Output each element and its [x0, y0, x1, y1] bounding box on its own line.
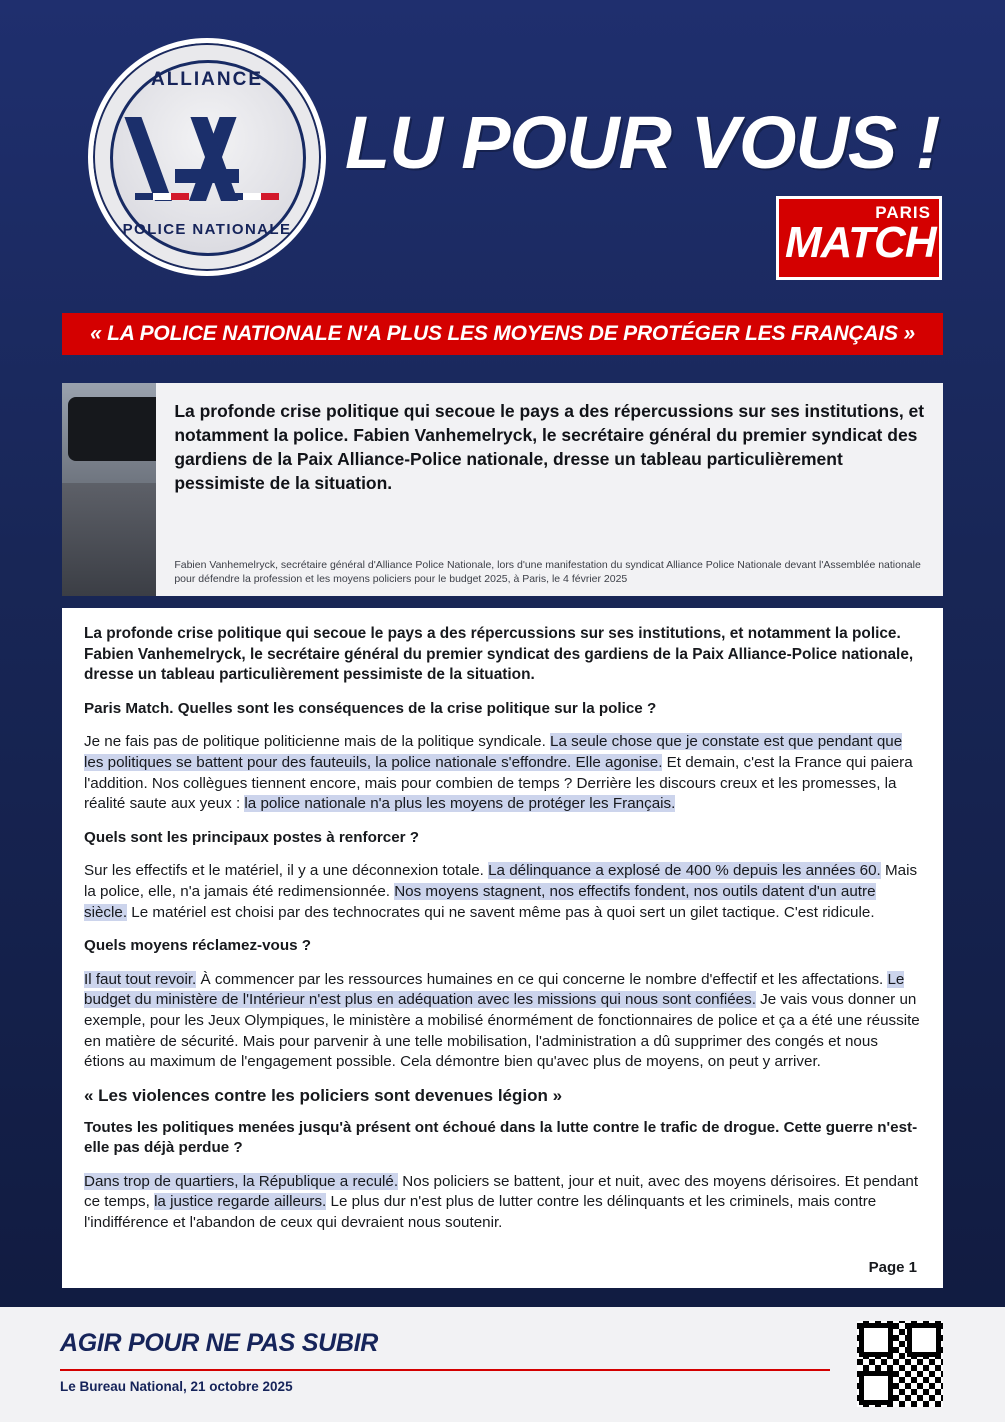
answer-4-part-1: Nos policiers se battent, jour et nuit, avec des moyens dérisoires. Et pendant ce temps, — [84, 1172, 919, 1211]
intro-block — [62, 383, 943, 596]
answer-3-part-1: À commencer par les ressources humaines en ce qui concerne le nombre d'effectif et les affectations. — [196, 970, 888, 988]
answer-4-part-2: Le plus dur n'est plus de lutter contre les délinquants et les criminels, mais contre l'indifférence et l'abandon de ceux qui devraient nous soutenir. — [84, 1193, 877, 1232]
paris-match-logo — [776, 196, 942, 280]
page-title: LU POUR VOUS ! — [345, 101, 940, 184]
camera-icon — [68, 397, 156, 461]
footer-subtitle: Le Bureau National, 21 octobre 2025 — [60, 1379, 293, 1394]
answer-2-part-1: Sur les effectifs et le matériel, il y a une déconnexion totale. — [84, 862, 489, 880]
answer-4-highlight-1: Dans trop de quartiers, la République a reculé. — [84, 1172, 399, 1190]
footer-slogan: AGIR POUR NE PAS SUBIR — [60, 1329, 378, 1357]
answer-4-highlight-2: la justice regarde ailleurs. — [154, 1193, 327, 1211]
article-subheading: « Les violences contre les policiers sont devenues légion » — [84, 1085, 563, 1105]
paris-match-match-text: MATCH — [785, 218, 936, 267]
answer-2-highlight-1: La délinquance a explosé de 400 % depuis les années 60. — [488, 862, 881, 880]
answer-2-highlight-2: Nos moyens stagnent, nos effectifs fondent, nos outils datent d'un autre siècle. — [84, 882, 876, 921]
answer-2-part-3: Le matériel est choisi par des technocrates qui ne savent même pas à quoi sert un gilet tactique. C'est ridicule. — [127, 903, 875, 921]
answer-1-highlight-1: La seule chose que je constate est que pendant que les politiques se battent pour des fauteuils, la police nationale s'effondre. Elle agonise. — [84, 733, 903, 771]
alliance-police-nationale-logo — [88, 38, 326, 276]
french-flag-icons — [135, 193, 279, 202]
page-number: Page 1 — [868, 1259, 917, 1276]
alliance-a-mark-icon — [149, 117, 265, 201]
answer-1-part-1: Je ne fais pas de politique politicienne mais de la politique syndicale. — [84, 733, 551, 751]
answer-2 — [84, 861, 921, 923]
intro-text-column — [156, 383, 943, 596]
flag-left-icon — [135, 193, 189, 200]
headline-band — [62, 313, 943, 355]
footer-divider — [60, 1369, 830, 1371]
answer-2-part-2: Mais la police, elle, n'a jamais été redimensionnée. — [84, 862, 918, 900]
answer-3-part-2: Je vais vous donner un exemple, pour les Jeux Olympiques, le ministère a mobilisé énormément de fonctionnaires de police et ça a été une réussite en matière de sécurité. Mais pour parvenir à une telle mobilisation, l'administration a dû supprimer des congés et nous étions au maximum de l'engagement possible. Cela démontre bien qu'avec plus de moyens, on peut y arriver. — [84, 991, 920, 1071]
answer-3 — [84, 970, 921, 1073]
answer-1-part-2: Et demain, c'est la France qui paiera l'addition. Nos collègues tiennent encore, mais pour combien de temps ? Derrière les discours creux et les promesses, la réalité saute aux yeux : — [84, 753, 913, 813]
question-1: Paris Match. Quelles sont les conséquences de la crise politique sur la police ? — [84, 699, 657, 717]
answer-1 — [84, 732, 921, 814]
question-3: Quels moyens réclamez-vous ? — [84, 937, 312, 955]
footer — [0, 1307, 1005, 1422]
qr-code-icon[interactable] — [857, 1321, 943, 1407]
question-4: Toutes les politiques menées jusqu'à présent ont échoué dans la lutte contre le trafic de drogue. Cette guerre n'est-elle pas déjà perdue ? — [84, 1118, 918, 1157]
paris-match-paris-text: PARIS — [875, 203, 931, 222]
answer-1-highlight-2: la police nationale n'a plus les moyens de protéger les Français. — [244, 795, 676, 813]
logo-text-bottom: POLICE NATIONALE — [122, 221, 292, 238]
flag-right-icon — [225, 193, 279, 200]
answer-4 — [84, 1172, 921, 1234]
answer-3-highlight-1: Il faut tout revoir. — [84, 970, 197, 988]
photo-caption: Fabien Vanhemelryck, secrétaire général d'Alliance Police Nationale, lors d'une manifestation du syndicat Alliance Police Nationale devant l'Assemblée nationale pour défendre la profession et les moyens policiers pour le budget 2025, à Paris, le 4 février 2025 — [174, 559, 921, 585]
press-photo — [62, 383, 156, 596]
article-body — [62, 608, 943, 1288]
question-2: Quels sont les principaux postes à renforcer ? — [84, 828, 420, 846]
logo-text-top: ALLIANCE — [150, 69, 264, 90]
headline-text: « LA POLICE NATIONALE N'A PLUS LES MOYENS DE PROTÉGER LES FRANÇAIS » — [90, 322, 915, 345]
header — [0, 0, 1005, 300]
answer-3-highlight-2: Le budget du ministère de l'Intérieur n'est plus en adéquation avec les missions qui nous sont confiées. — [84, 970, 905, 1009]
intro-text: La profonde crise politique qui secoue le pays a des répercussions sur ses institutions, et notamment la police. Fabien Vanhemelryck, le secrétaire général du premier syndicat des gardiens de la Paix Alliance-Police nationale, dresse un tableau particulièrement pessimiste de la situation. — [174, 401, 925, 493]
article-lead: La profonde crise politique qui secoue le pays a des répercussions sur ses institutions, et notamment la police. Fabien Vanhemelryck, le secrétaire général du premier syndicat des gardiens de la Paix Alliance-Police nationale, dresse un tableau particulièrement pessimiste de la situation. — [84, 625, 914, 684]
